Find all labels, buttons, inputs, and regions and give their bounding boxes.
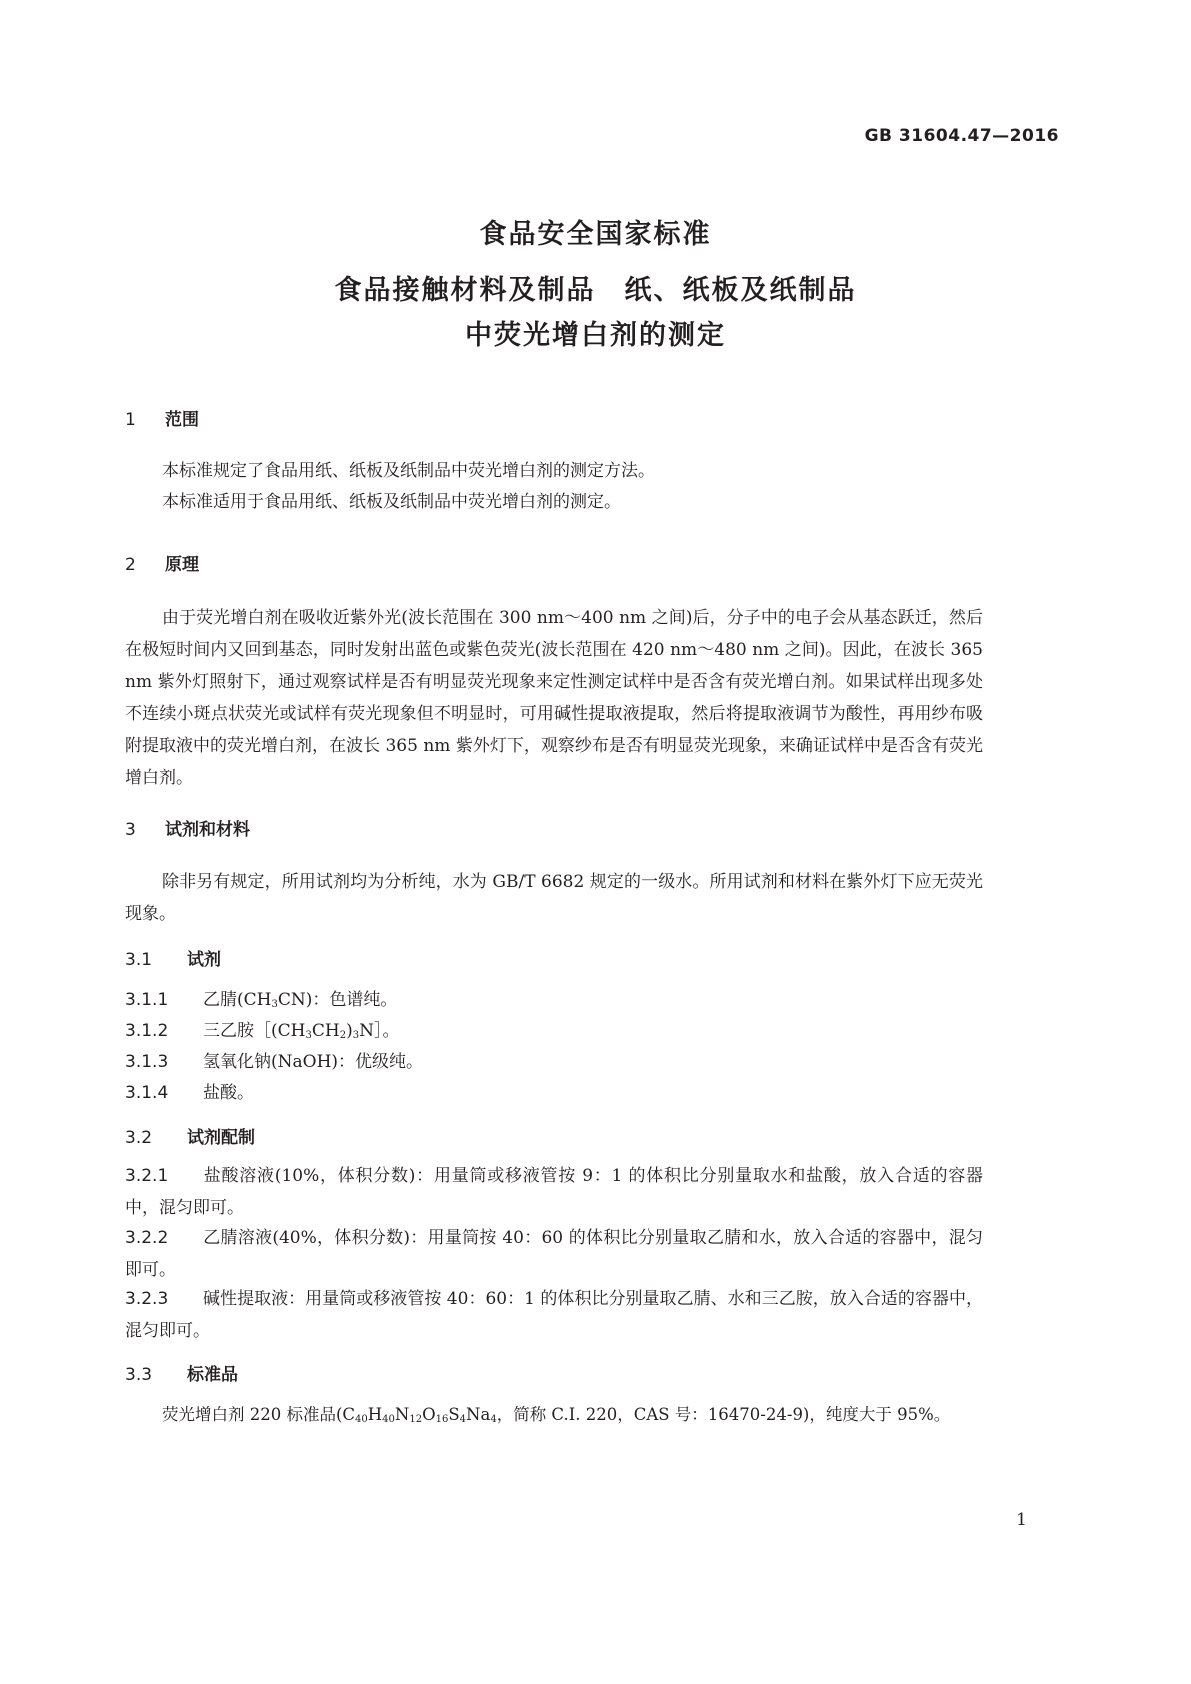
subscript: 3 — [352, 1030, 360, 1041]
standard-substance-line — [162, 1399, 950, 1436]
formula-element: H — [367, 1405, 383, 1424]
item-number: 3.2.3 — [125, 1289, 169, 1309]
section-1-paragraph-2: 本标准适用于食品用纸、纸板及纸制品中荧光增白剂的测定。 — [162, 492, 621, 512]
subscript: 12 — [409, 1414, 423, 1425]
item-number: 3.1.1 — [125, 990, 169, 1010]
title-line-3: 中荧光增白剂的测定 — [465, 320, 726, 351]
item-number: 3.2.1 — [125, 1166, 169, 1186]
item-text: 氢氧化钠(NaOH)：优级纯。 — [203, 1052, 424, 1072]
item-text: ，简称 C.I. 220，CAS 号：16470-24-9)，纯度大于 95%。 — [496, 1405, 951, 1424]
subscript: 4 — [459, 1414, 467, 1425]
subscript: 40 — [355, 1414, 368, 1425]
section-title: 试剂和材料 — [165, 820, 250, 840]
section-3-heading — [125, 815, 250, 840]
formula-element: N — [394, 1405, 410, 1424]
title-line-2: 食品接触材料及制品 纸、纸板及纸制品 — [334, 275, 857, 306]
subscript: 16 — [435, 1414, 449, 1425]
item-text: 碱性提取液：用量筒或移液管按 40：60：1 的体积比分别量取乙腈、水和三乙胺，放入合适的容器中，混匀即可。 — [125, 1289, 983, 1341]
subsection-3-2-heading — [125, 1123, 255, 1148]
section-1-paragraph-1: 本标准规定了食品用纸、纸板及纸制品中荧光增白剂的测定方法。 — [162, 461, 655, 481]
item-text: CH — [311, 1021, 340, 1041]
subscript: 3 — [271, 999, 278, 1010]
item-text: 盐酸溶液(10%，体积分数)：用量筒或移液管按 9：1 的体积比分别量取水和盐酸，放入合适的容器中，混匀即可。 — [125, 1166, 983, 1218]
subscript: 3 — [305, 1030, 312, 1041]
list-item — [125, 1283, 983, 1347]
subsection-number: 3.2 — [125, 1128, 153, 1148]
item-text: 荧光增白剂 220 标准品(C — [162, 1405, 356, 1424]
item-text: N］。 — [359, 1021, 400, 1041]
item-text: 乙腈溶液(40%，体积分数)：用量筒按 40：60 的体积比分别量取乙腈和水，放入合适的容器中，混匀即可。 — [125, 1228, 983, 1280]
subsection-3-3-heading — [125, 1360, 238, 1385]
section-3-intro: 除非另有规定，所用试剂均为分析纯，水为 GB/T 6682 规定的一级水。所用试剂和材料在紫外灯下应无荧光现象。 — [125, 872, 983, 924]
subscript: 4 — [490, 1414, 497, 1425]
section-number: 1 — [125, 410, 136, 430]
item-number: 3.1.4 — [125, 1083, 169, 1103]
item-number: 3.2.2 — [125, 1228, 169, 1248]
item-text: CN)：色谱纯。 — [277, 990, 398, 1010]
list-item — [125, 1222, 983, 1286]
subsection-number: 3.3 — [125, 1365, 153, 1385]
section-1-heading — [125, 405, 199, 430]
list-item — [125, 1046, 423, 1078]
formula-element: S — [448, 1405, 460, 1424]
subsection-title: 试剂配制 — [187, 1128, 255, 1148]
item-text: 乙腈(CH — [203, 990, 272, 1010]
item-text: 三乙胺［(CH — [203, 1021, 306, 1041]
subsection-number: 3.1 — [125, 950, 153, 970]
section-number: 3 — [125, 820, 136, 840]
subscript: 2 — [339, 1030, 347, 1041]
item-text: ) — [346, 1021, 353, 1041]
section-2-heading — [125, 550, 199, 575]
page-number: 1 — [1016, 1510, 1027, 1530]
subsection-title: 试剂 — [187, 950, 221, 970]
list-item — [125, 1160, 983, 1224]
formula-element: O — [422, 1405, 436, 1424]
item-number: 3.1.3 — [125, 1052, 169, 1072]
subscript: 40 — [382, 1414, 395, 1425]
item-number: 3.1.2 — [125, 1021, 169, 1041]
title-line-1: 食品安全国家标准 — [479, 219, 712, 250]
section-number: 2 — [125, 555, 136, 575]
section-title: 范围 — [165, 410, 199, 430]
section-title: 原理 — [165, 555, 199, 575]
subsection-title: 标准品 — [187, 1365, 238, 1385]
section-2-body: 由于荧光增白剂在吸收近紫外光(波长范围在 300 nm～400 nm 之间)后，分子中的电子会从基态跃迁，然后在极短时间内又回到基态，同时发射出蓝色或紫色荧光(波长范围在 420 nm～480 nm 之间)。因此，在波长 365 nm 紫外灯照射下，通过观察试样是否有明显荧光现象来定性测定试样中是否含有荧光增白剂。如果试样出现多处不连续小斑点状荧光或试样有荧光现象但不明显时，可用碱性提取液提取，然后将提取液调节为酸性，再用纱布吸附提取液中的荧光增白剂，在波长 365 nm 紫外灯下，观察纱布是否有明显荧光现象，来确证试样中是否含有荧光增白剂。 — [125, 608, 983, 788]
standard-number: GB 31604.47—2016 — [864, 126, 1059, 146]
formula-element: Na — [466, 1405, 491, 1424]
subsection-3-1-heading — [125, 945, 221, 970]
item-text: 盐酸。 — [203, 1083, 254, 1103]
list-item — [125, 1077, 254, 1109]
